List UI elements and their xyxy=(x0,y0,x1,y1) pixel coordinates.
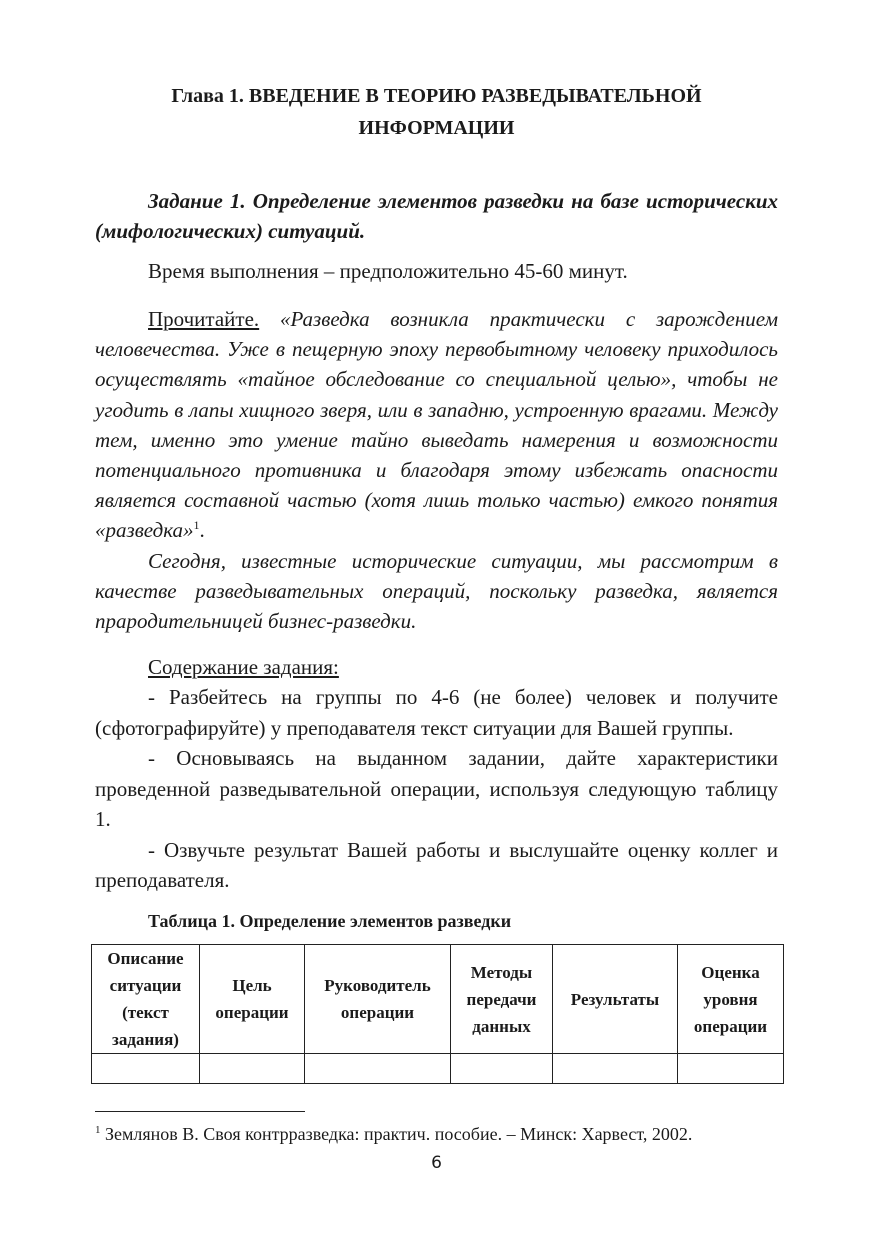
table-cell[interactable] xyxy=(451,1054,553,1084)
column-header: Оценка уровня операции xyxy=(678,945,784,1054)
table-row xyxy=(92,1054,784,1084)
task-time: Время выполнения – предположительно 45-60 минут. xyxy=(148,259,628,283)
table-cell[interactable] xyxy=(553,1054,678,1084)
column-header: Цель операции xyxy=(200,945,305,1054)
elements-table xyxy=(91,944,784,1084)
table-cell[interactable] xyxy=(92,1054,200,1084)
content-label: Содержание задания: xyxy=(148,655,339,679)
reading-quote: «Разведка возникла практически с зарождением человечества. Уже в пещерную эпоху первобытному человеку приходилось осуществлять «тайное обследование со специальной целью», чтобы не угодить в лапы хищного зверя, или в западню, устроенную врагами. Между тем, именно это умение тайно выведать намерения и возможности потенциального противника и благодаря этому избежать опасности является составной частью (хотя лишь только частью) емкого понятия «разведка» xyxy=(95,307,779,543)
table-cell[interactable] xyxy=(305,1054,451,1084)
footnote-divider xyxy=(95,1111,305,1112)
footnote-reference[interactable]: 1 xyxy=(193,518,200,533)
table-header-row xyxy=(92,945,784,1054)
today-paragraph: Сегодня, известные исторические ситуации, мы рассмотрим в качестве разведывательных операций, поскольку разведка, является прародительницей бизнес-разведки. xyxy=(95,549,778,634)
task-step: - Озвучьте результат Вашей работы и выслушайте оценку коллег и преподавателя. xyxy=(95,837,778,892)
table-cell[interactable] xyxy=(200,1054,305,1084)
column-header: Описание ситуации (текст задания) xyxy=(92,945,200,1054)
reading-period: . xyxy=(199,518,205,543)
task-heading: Задание 1. Определение элементов разведки на базе исторических (мифологических) ситуаций. xyxy=(95,189,778,243)
footnote-text: Землянов В. Своя контрразведка: практич. пособие. – Минск: Харвест, 2002. xyxy=(100,1124,693,1144)
reading-label: Прочитайте. xyxy=(148,307,260,331)
column-header: Методы передачи данных xyxy=(451,945,553,1054)
table-caption: Таблица 1. Определение элементов разведки xyxy=(148,911,512,931)
chapter-title-line-1: Глава 1. ВВЕДЕНИЕ В ТЕОРИЮ РАЗВЕДЫВАТЕЛЬНОЙ xyxy=(171,85,702,107)
chapter-title xyxy=(95,80,778,144)
footnote-number: 1 xyxy=(95,1124,101,1136)
page-number: 6 xyxy=(431,1153,442,1173)
reading-paragraph xyxy=(95,304,778,546)
task-step: - Основываясь на выданном задании, дайте характеристики проведенной разведывательной операции, используя следующую таблицу 1. xyxy=(95,746,778,831)
chapter-title-line-2: ИНФОРМАЦИИ xyxy=(358,117,515,139)
table-cell[interactable] xyxy=(678,1054,784,1084)
footnote xyxy=(95,1120,795,1148)
task-step: - Разбейтесь на группы по 4-6 (не более) человек и получите (сфотографируйте) у преподавателя текст ситуации для Вашей группы. xyxy=(95,685,778,740)
task-steps-list xyxy=(95,682,778,896)
column-header: Руководитель операции xyxy=(305,945,451,1054)
column-header: Результаты xyxy=(553,945,678,1054)
